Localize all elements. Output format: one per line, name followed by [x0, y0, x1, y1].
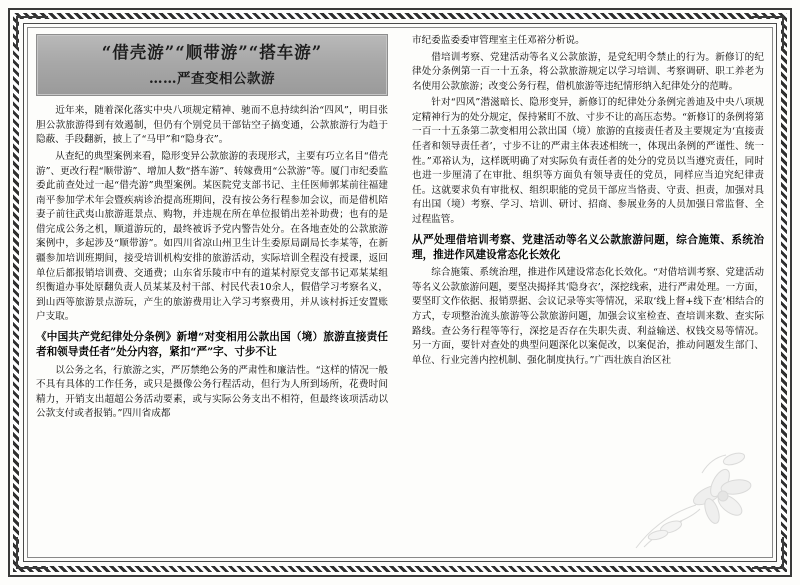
paragraph: 针对“四风”潜滋暗长、隐形变异，新修订的纪律处分条例完善迪及中央八项规定精神行为的处分规定，保持紧盯不放、寸步不让的高压态势。“新修订的条例将第一百一十五条第二款变相用公款出国（境）旅游的直接责任者及主要规定为‘直接责任者和领导责任者’，寸步不让的严肃主体表述相统一，体现出条例的严谨性、统一性。”邓裕认为，这样既明确了对实际负有责任者的处分的党员以当遵究责任，同时也进一步厘清了在审批、组织等方面负有领导责任的党员，同样应当迫究纪律责任。这就要求负有审批权、组织职能的党员干部应当恪责、守责、担责，加强对具有出国（境）考察、学习、培训、研讨、招商、参展业务的人员加强日常监督、全过程监管。 — [412, 97, 764, 225]
section-subheading: 《中国共产党纪律处分条例》新增“对变相用公款出国（境）旅游直接责任者和领导责任者”处分内容，紧扣“严”字、寸步不让 — [36, 330, 388, 359]
section-subheading: 从严处理借培训考察、党建活动等名义公款旅游问题，综合施策、系统治理，推进作风建设常态化长效化 — [412, 233, 764, 261]
headline-banner — [36, 34, 388, 96]
headline-main: “借壳游”“顺带游”“搭车游” — [101, 43, 323, 62]
headline-sub: ……严查变相公款游 — [149, 71, 275, 88]
paragraph: 借培训考察、党建活动等名义公款旅游，是党纪明令禁止的行为。新修订的纪律处分条例第一百一十五条，将公款旅游规定以学习培训、考察调研、职工养老为名使用公款旅游；改变公务行程，借机旅游等违纪情形纳入纪律处分的范畴。 — [412, 51, 764, 92]
paragraph: 从查纪的典型案例来看，隐形变异公款旅游的表现形式，主要有巧立名目“借壳游”、更改行程“顺带游”、增加人数“搭车游”、转嫁费用“公款游”等。厦门市纪委监委此前查处过一起“借壳游”典型案例。某医院党支部书记、主任医师郭某前往福建南平参加学术年会暨疾病诊治提高班期间，没有按公务行程参加会议，而是借机陪妻子前往武夷山旅游逛景点、购物，并违规在所在单位报销出差补助费；也有的是借完成公务之机，顺道游玩的，最终被诉予党内警告处分。在各地查处的公款旅游案例中，多起涉及“顺带游”。如四川省凉山州卫生计生委原局副局长李某等，在新疆参加培训班期间，接受培训机构安排的旅游活动，实际培训全程没有授课，返回单位后都报销培训费、交通费；山东省乐陵市中有的道某村原党支部书记邓某某组织衡道办事处原翻负责人员某某及村干部、村民代表10余人，假借学习考察名义，到山西等旅游景点游玩，产生的旅游费用让入学习考察费用，并从该村拆迁安置账户支取。 — [36, 151, 388, 323]
right-column — [408, 34, 764, 555]
paragraph: 综合施策、系统治理，推进作风建设常态化长效化。“对借培训考察、党建活动等名义公款旅游问题，要坚决揭择其‘隐身衣’，深挖线索，进行严肃处理。一方面，要坚盯文作依据、报销票据、会议记录等实等情况，采取‘线上督+线下查’相结合的方式，专项整治流头旅游等公款旅游问题，加强会议室检查、查培训来数、查实际路线。查公务行程等等行，深挖是否存在失职失责、利益输送、权钱交易等情况。另一方面，要针对查处的典型问题深化以案促改，以案促治，推动问题发生部门、单位、行业完善内控机制、强化制度执行。”广西壮族自治区社 — [412, 267, 764, 366]
paragraph: 市纪委监委委审管理室主任邓裕分析说。 — [412, 35, 585, 46]
paragraph: 以公务之名，行旅游之实，严厉禁绝公务的严肃性和廉洁性。“这样的情况一般不具有具体的工作任务，或只是摄像公务行程活动，但行为人所到场所，花费时间精力，开销支出超超公务活动要素，或与实际公务支出不相符，但最终该项活动以公款支付或者报销。”四川省成都 — [36, 364, 388, 420]
paragraph: 近年来，随着深化落实中央八项规定精神、驰而不息持续纠治“四风”，明目张胆公款旅游得到有效遏制，但仍有个别党员干部钻空子搞变通，公款旅游行为趋于隐蔽、手段翻新，披上了“马甲”和“隐身衣”。 — [36, 105, 388, 146]
left-column — [36, 34, 392, 555]
article-content — [36, 34, 764, 555]
